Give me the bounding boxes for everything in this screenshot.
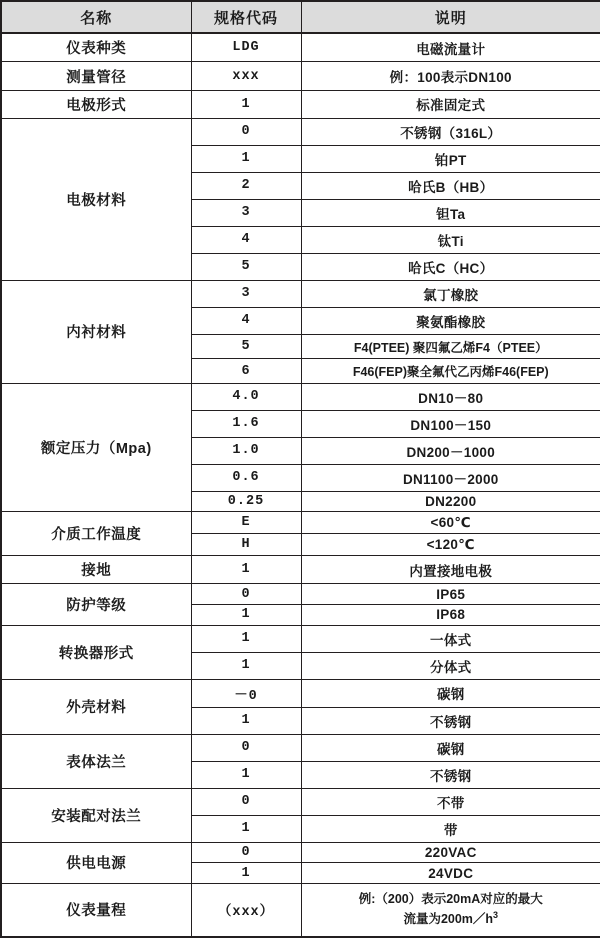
spec-group-name: 仪表量程	[1, 883, 191, 937]
table-row	[1, 118, 600, 145]
spec-description-cell: <60℃	[301, 512, 600, 534]
spec-description-cell: 分体式	[301, 652, 600, 679]
spec-code-cell: （xxx）	[191, 883, 301, 937]
spec-code-cell: 0.25	[191, 491, 301, 512]
spec-description-cell: F46(FEP)聚全氟代乙丙烯F46(FEP)	[301, 359, 600, 383]
spec-group-name: 电极材料	[1, 118, 191, 280]
spec-code-cell: 0	[191, 584, 301, 605]
spec-code-cell: 4	[191, 226, 301, 253]
spec-code-cell: 1	[191, 815, 301, 842]
table-row	[1, 62, 600, 90]
spec-description-cell: 标准固定式	[301, 90, 600, 118]
table-row	[1, 90, 600, 118]
spec-code-cell: 1	[191, 761, 301, 788]
spec-code-cell: 4	[191, 307, 301, 334]
spec-group-name: 电极形式	[1, 90, 191, 118]
table-row	[1, 584, 600, 605]
spec-description-cell: DN2200	[301, 491, 600, 512]
spec-description-cell: 电磁流量计	[301, 33, 600, 62]
unit-superscript: 3	[493, 910, 499, 921]
spec-code-cell: 1	[191, 863, 301, 884]
spec-description-cell: IP65	[301, 584, 600, 605]
spec-description-line: 例:（200）表示20mA对应的最大	[358, 892, 543, 906]
spec-group-name: 仪表种类	[1, 33, 191, 62]
spec-code-cell: 1.6	[191, 410, 301, 437]
spec-description-cell: 钽Ta	[301, 199, 600, 226]
spec-group-name: 内衬材料	[1, 280, 191, 383]
spec-group-name: 外壳材料	[1, 679, 191, 734]
spec-description-cell: 不锈钢	[301, 707, 600, 734]
table-header	[1, 1, 600, 33]
spec-description-cell: IP68	[301, 604, 600, 625]
spec-description-cell: 内置接地电极	[301, 556, 600, 584]
spec-code-cell: 6	[191, 359, 301, 383]
spec-code-cell: 1	[191, 707, 301, 734]
table-row	[1, 383, 600, 410]
spec-description-cell: 不锈钢	[301, 761, 600, 788]
spec-code-cell: 1	[191, 90, 301, 118]
spec-description-cell: 不带	[301, 788, 600, 815]
spec-group-name: 额定压力（Mpa)	[1, 383, 191, 512]
spec-description-cell: DN1100－2000	[301, 464, 600, 491]
spec-code-cell: LDG	[191, 33, 301, 62]
column-header-description: 说明	[301, 1, 600, 33]
spec-code-cell: 3	[191, 199, 301, 226]
spec-group-name: 防护等级	[1, 584, 191, 625]
spec-code-cell: 4.0	[191, 383, 301, 410]
spec-code-cell: xxx	[191, 62, 301, 90]
table-row	[1, 556, 600, 584]
spec-code-cell: 0	[191, 734, 301, 761]
spec-code-cell: H	[191, 534, 301, 556]
spec-description-cell: 220VAC	[301, 842, 600, 863]
spec-description-cell: 碳钢	[301, 734, 600, 761]
spec-code-cell: 0.6	[191, 464, 301, 491]
table-body	[1, 33, 600, 937]
spec-group-name: 介质工作温度	[1, 512, 191, 556]
spec-description-cell: DN200－1000	[301, 437, 600, 464]
spec-description-cell: <120℃	[301, 534, 600, 556]
spec-code-cell: 5	[191, 334, 301, 358]
spec-group-name: 安装配对法兰	[1, 788, 191, 842]
table-header-row	[1, 1, 600, 33]
spec-code-cell: 0	[191, 118, 301, 145]
table-row	[1, 512, 600, 534]
table-row	[1, 842, 600, 863]
spec-description-cell: 一体式	[301, 625, 600, 652]
spec-description-cell: 24VDC	[301, 863, 600, 884]
table-row	[1, 33, 600, 62]
spec-code-cell: 1	[191, 625, 301, 652]
spec-code-cell: 1	[191, 604, 301, 625]
spec-description-cell	[301, 883, 600, 937]
spec-code-cell: 1	[191, 145, 301, 172]
spec-description-cell: DN10－80	[301, 383, 600, 410]
spec-code-cell: 1.0	[191, 437, 301, 464]
spec-code-cell: 1	[191, 556, 301, 584]
spec-description-cell: 聚氨酯橡胶	[301, 307, 600, 334]
spec-code-cell: 0	[191, 842, 301, 863]
spec-description-cell: 钛Ti	[301, 226, 600, 253]
spec-description-cell: 不锈钢（316L）	[301, 118, 600, 145]
spec-group-name: 接地	[1, 556, 191, 584]
spec-description-cell: 铂PT	[301, 145, 600, 172]
table-row	[1, 280, 600, 307]
spec-group-name: 转换器形式	[1, 625, 191, 679]
spec-code-cell: 5	[191, 253, 301, 280]
spec-description-cell: 例：100表示DN100	[301, 62, 600, 90]
spec-group-name: 测量管径	[1, 62, 191, 90]
spec-description-cell: 哈氏B（HB）	[301, 172, 600, 199]
spec-code-cell: 3	[191, 280, 301, 307]
spec-code-cell: 1	[191, 652, 301, 679]
column-header-name: 名称	[1, 1, 191, 33]
spec-code-cell: E	[191, 512, 301, 534]
table-row	[1, 625, 600, 652]
spec-group-name: 表体法兰	[1, 734, 191, 788]
table-row	[1, 679, 600, 707]
spec-code-cell: 0	[191, 788, 301, 815]
spec-description-cell: F4(PTEE) 聚四氟乙烯F4（PTEE）	[301, 334, 600, 358]
table-row	[1, 788, 600, 815]
spec-group-name: 供电电源	[1, 842, 191, 883]
spec-code-cell: －0	[191, 679, 301, 707]
spec-code-cell: 2	[191, 172, 301, 199]
table-row	[1, 734, 600, 761]
table-row	[1, 883, 600, 937]
spec-description-cell: 氯丁橡胶	[301, 280, 600, 307]
spec-description-cell: 哈氏C（HC）	[301, 253, 600, 280]
spec-description-cell: 碳钢	[301, 679, 600, 707]
spec-description-cell: DN100－150	[301, 410, 600, 437]
column-header-code: 规格代码	[191, 1, 301, 33]
spec-description-line: 流量为$200m/h^3$	[403, 910, 499, 927]
spec-description-cell: 带	[301, 815, 600, 842]
